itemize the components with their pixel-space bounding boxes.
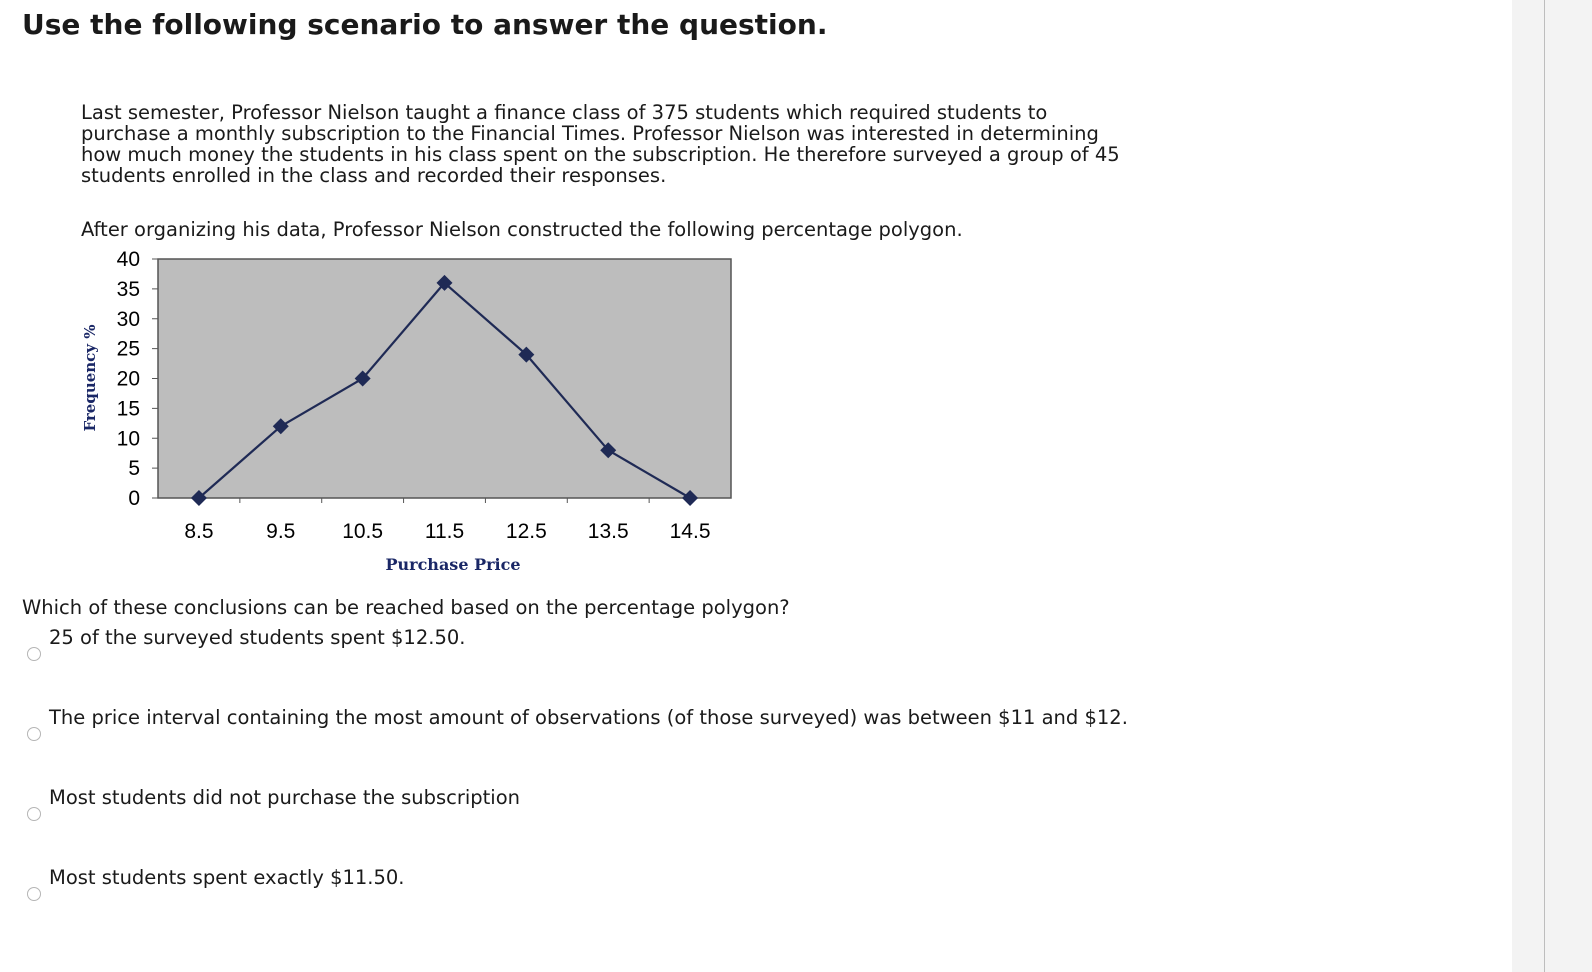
scenario-text: Last semester, Professor Nielson taught a finance class of 375 students which required students to purchase a monthly subscription to the Financial Times. Professor Nielson was interested in determining how much money the students in his class spent on the subscription. He therefore surveyed a group of 45 students enrolled in the class and recorded their responses. xyxy=(81,101,1120,187)
x-tick-label: 11.5 xyxy=(424,520,465,543)
x-tick-label: 13.5 xyxy=(587,520,629,543)
y-tick-label: 10 xyxy=(116,427,140,451)
y-axis-label: Frequency % xyxy=(81,324,99,432)
y-tick-label: 25 xyxy=(116,337,140,361)
answer-option-2[interactable] xyxy=(0,706,1200,766)
x-tick-label: 14.5 xyxy=(669,520,711,543)
x-axis-label: Purchase Price xyxy=(385,555,521,574)
answer-option-3[interactable] xyxy=(0,786,1200,846)
x-tick-label: 8.5 xyxy=(184,520,214,543)
percentage-polygon-chart xyxy=(70,246,750,590)
answer-radio-button[interactable] xyxy=(27,727,41,741)
x-axis xyxy=(184,498,710,543)
answer-option-4[interactable] xyxy=(0,866,1200,926)
y-tick-label: 20 xyxy=(116,367,140,391)
right-panel xyxy=(1512,0,1592,972)
y-tick-label: 30 xyxy=(116,307,140,331)
x-tick-label: 10.5 xyxy=(342,520,384,543)
page-heading: Use the following scenario to answer the question. xyxy=(22,8,828,41)
y-tick-label: 35 xyxy=(116,277,140,301)
answer-radio-button[interactable] xyxy=(27,887,41,901)
answer-radio-button[interactable] xyxy=(27,807,41,821)
question-text: Which of these conclusions can be reached based on the percentage polygon? xyxy=(22,596,790,619)
answer-option-label: Most students spent exactly $11.50. xyxy=(49,866,405,889)
answer-option-label: Most students did not purchase the subscription xyxy=(49,786,521,809)
y-tick-label: 0 xyxy=(128,487,140,510)
answer-option-1[interactable] xyxy=(0,626,1200,686)
answer-option-label: The price interval containing the most amount of observations (of those surveyed) was between $11 and $12. xyxy=(49,706,1128,729)
chart-intro-text: After organizing his data, Professor Nielson constructed the following percentage polygon. xyxy=(81,218,963,241)
chart-svg xyxy=(70,246,750,586)
answer-option-label: 25 of the surveyed students spent $12.50. xyxy=(49,626,466,649)
y-tick-label: 15 xyxy=(116,397,140,421)
x-tick-label: 12.5 xyxy=(505,520,547,543)
y-tick-label: 5 xyxy=(128,457,140,481)
x-tick-label: 9.5 xyxy=(266,520,296,543)
answer-radio-button[interactable] xyxy=(27,647,41,661)
right-panel-divider xyxy=(1544,0,1545,972)
y-tick-label: 40 xyxy=(116,248,140,271)
plot-area xyxy=(158,259,731,498)
y-axis xyxy=(117,248,158,510)
